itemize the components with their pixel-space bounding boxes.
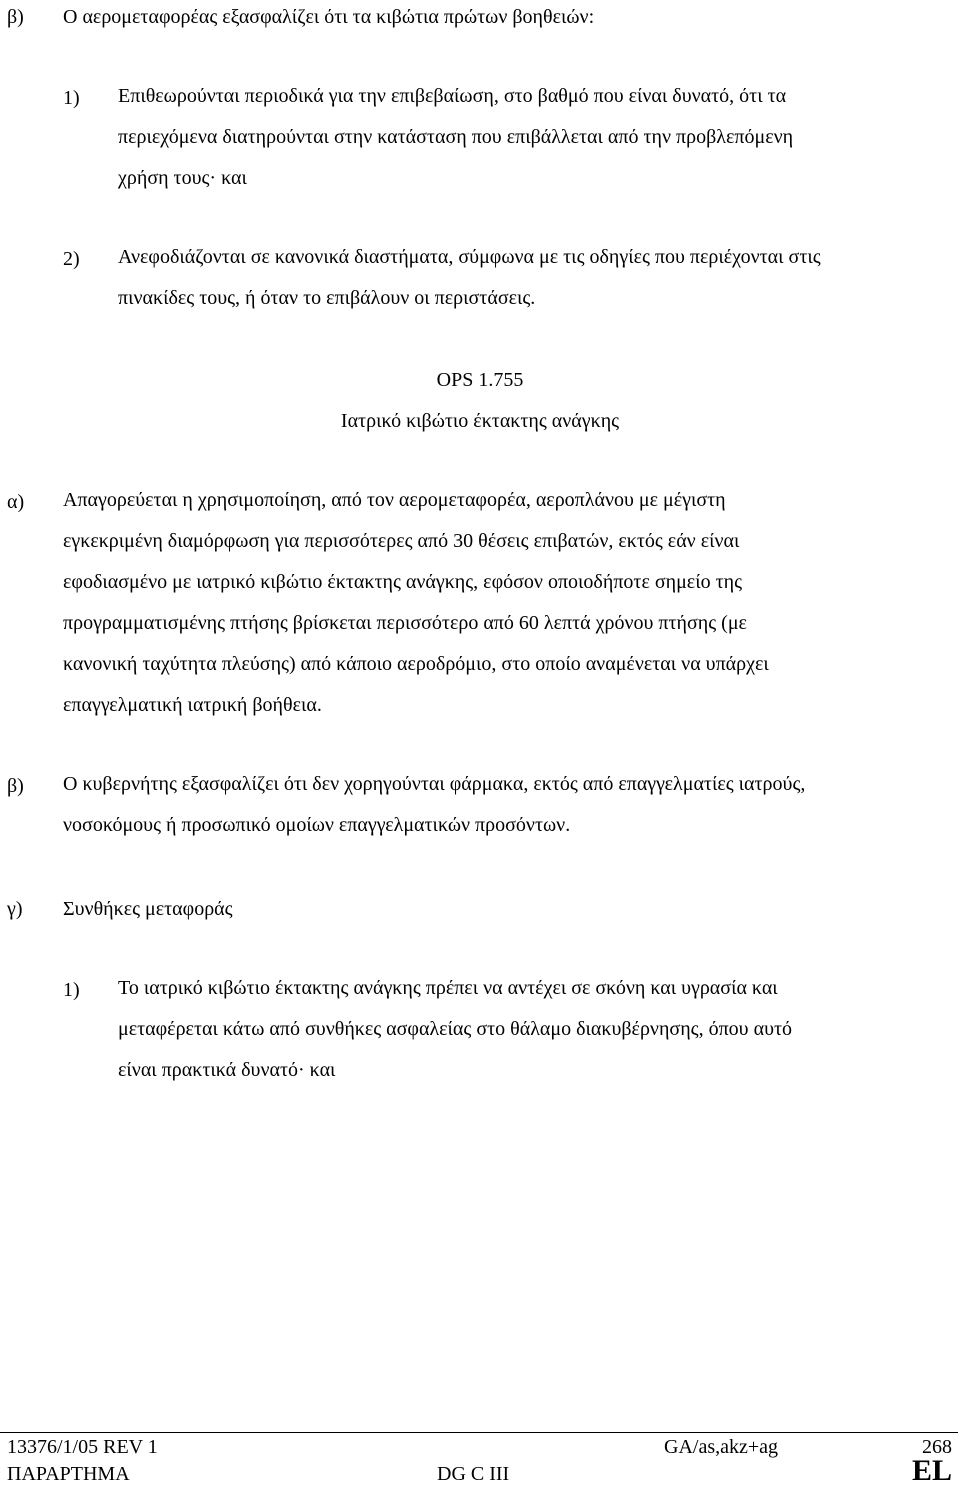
para-b-text — [63, 764, 805, 846]
footer-language: EL — [911, 1454, 952, 1487]
para-a-label: α) — [7, 491, 25, 513]
ops-title: Ιατρικό κιβώτιο έκτακτης ανάγκης — [340, 410, 620, 432]
section-b-label: β) — [7, 6, 24, 28]
footer-annex: ΠΑΡΑΡΤΗΜΑ — [7, 1463, 130, 1485]
para-a-line-5: κανονική ταχύτητα πλεύσης) από κάποιο αεροδρόμιο, στο οποίο αναμένεται να υπάρχει — [63, 653, 769, 675]
para-c-heading: Συνθήκες μεταφοράς — [63, 898, 233, 920]
para-a-line-2: εγκεκριμένη διαμόρφωση για περισσότερες από 30 θέσεις επιβατών, εκτός εάν είναι — [63, 530, 740, 552]
item-1-line-1: Επιθεωρούνται περιοδικά για την επιβεβαίωση, στο βαθμό που είναι δυνατό, ότι τα — [118, 85, 787, 107]
footer-rule — [0, 1432, 958, 1433]
para-a-line-6: επαγγελματική ιατρική βοήθεια. — [63, 694, 322, 716]
para-c-item-1-line-1: Το ιατρικό κιβώτιο έκτακτης ανάγκης πρέπει να αντέχει σε σκόνη και υγρασία και — [118, 977, 778, 999]
item-2-line-1: Ανεφοδιάζονται σε κανονικά διαστήματα, σύμφωνα με τις οδηγίες που περιέχονται στις — [118, 246, 821, 268]
item-1-line-2: περιεχόμενα διατηρούνται στην κατάσταση που επιβάλλεται από την προβλεπόμενη — [118, 126, 794, 148]
para-c-item-1-text — [118, 968, 792, 1091]
para-c-label: γ) — [7, 898, 23, 920]
para-b-line-2: νοσοκόμους ή προσωπικό ομοίων επαγγελματικών προσόντων. — [63, 814, 571, 836]
footer-page-number: 268 — [922, 1436, 952, 1458]
para-a-line-4: προγραμματισμένης πτήσης βρίσκεται περισσότερο από 60 λεπτά χρόνου πτήσης (με — [63, 612, 747, 634]
footer-doc-ref: 13376/1/05 REV 1 — [7, 1436, 158, 1458]
item-1-label: 1) — [63, 87, 80, 109]
item-2-text — [118, 237, 821, 319]
para-b-line-1: Ο κυβερνήτης εξασφαλίζει ότι δεν χορηγούνται φάρμακα, εκτός από επαγγελματίες ιατρούς, — [63, 773, 806, 795]
para-a-line-3: εφοδιασμένο με ιατρικό κιβώτιο έκτακτης ανάγκης, εφόσον οποιοδήποτε σημείο της — [63, 571, 743, 593]
ops-code: OPS 1.755 — [436, 369, 524, 391]
section-b-intro: Ο αερομεταφορέας εξασφαλίζει ότι τα κιβώτια πρώτων βοηθειών: — [63, 6, 595, 28]
footer-dg: DG C III — [437, 1463, 510, 1485]
para-c-item-1-line-3: είναι πρακτικά δυνατό· και — [118, 1059, 336, 1081]
item-1-line-3: χρήση τους· και — [118, 167, 247, 189]
item-1-text — [118, 76, 793, 199]
para-a-text — [63, 480, 769, 726]
item-2-label: 2) — [63, 248, 80, 270]
para-c-item-1-label: 1) — [63, 979, 80, 1001]
para-b-label: β) — [7, 775, 24, 797]
para-c-item-1-line-2: μεταφέρεται κάτω από συνθήκες ασφαλείας στο θάλαμο διακυβέρνησης, όπου αυτό — [118, 1018, 793, 1040]
item-2-line-2: πινακίδες τους, ή όταν το επιβάλουν οι περιστάσεις. — [118, 287, 536, 309]
para-a-line-1: Απαγορεύεται η χρησιμοποίηση, από τον αερομεταφορέα, αεροπλάνου με μέγιστη — [63, 489, 726, 511]
footer-initials: GA/as,akz+ag — [664, 1436, 779, 1458]
